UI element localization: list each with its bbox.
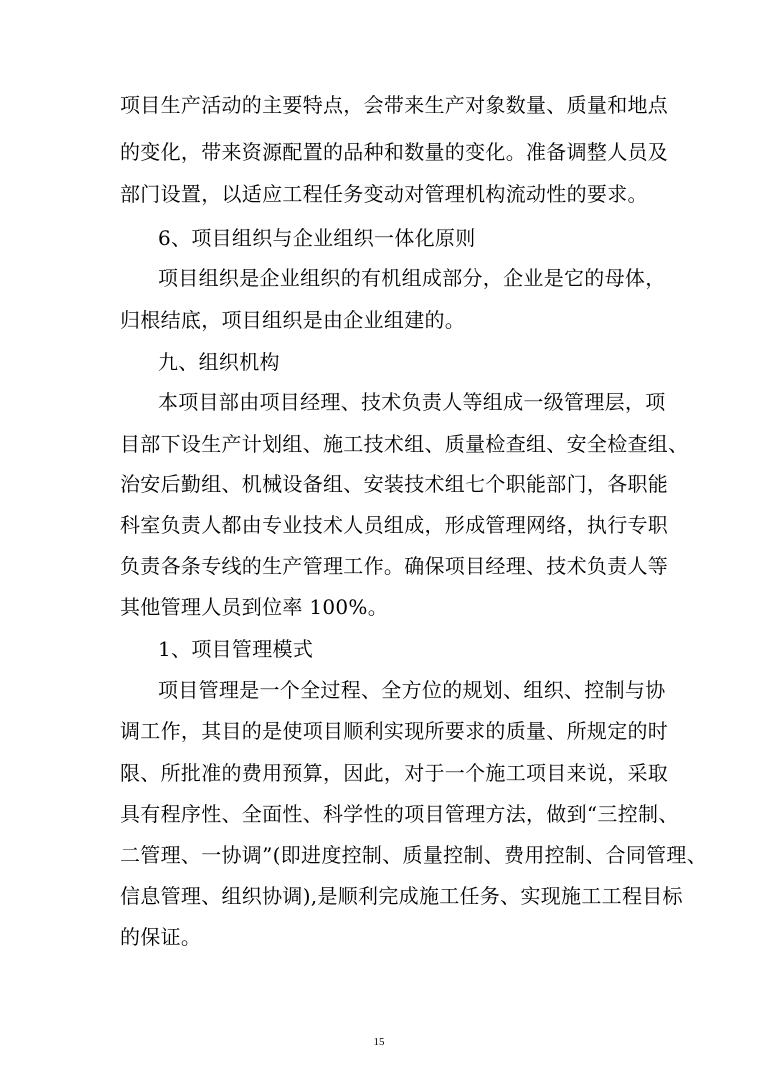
paragraph-line: 项目生产活动的主要特点，会带来生产对象数量、质量和地点	[120, 93, 669, 117]
paragraph-line: 科室负责人都由专业技术人员组成，形成管理网络，执行专职	[120, 513, 669, 537]
paragraph-line: 具有程序性、全面性、科学性的项目管理方法，做到“三控制、	[120, 802, 679, 826]
paragraph-line: 归根结底，项目组织是由企业组建的。	[120, 308, 466, 332]
paragraph-line: 部门设置，以适应工程任务变动对管理机构流动性的要求。	[120, 182, 648, 206]
paragraph-line: 的变化，带来资源配置的品种和数量的变化。准备调整人员及	[120, 140, 669, 164]
section-heading: 6、项目组织与企业组织一体化原则	[158, 226, 476, 250]
paragraph-line: 治安后勤组、机械设备组、安装技术组七个职能部门，各职能	[120, 472, 669, 496]
paragraph-line: 负责各条专线的生产管理工作。确保项目经理、技术负责人等	[120, 554, 669, 578]
paragraph-line: 的保证。	[120, 925, 202, 949]
paragraph-line: 二管理、一协调”(即进度控制、质量控制、费用控制、合同管理、	[120, 843, 708, 867]
paragraph-line: 本项目部由项目经理、技术负责人等组成一级管理层，项	[158, 390, 666, 414]
section-heading: 1、项目管理模式	[158, 637, 314, 661]
paragraph-line: 限、所批准的费用预算，因此，对于一个施工项目来说，采取	[120, 761, 669, 785]
paragraph-line: 信息管理、组织协调),是顺利完成施工任务、实现施工工程目标	[120, 884, 683, 908]
paragraph-line: 其他管理人员到位率 100%。	[120, 595, 389, 619]
section-heading: 九、组织机构	[158, 350, 280, 374]
paragraph-line: 目部下设生产计划组、施工技术组、质量检查组、安全检查组、	[120, 432, 689, 456]
paragraph-line: 调工作，其目的是使项目顺利实现所要求的质量、所规定的时	[120, 719, 669, 743]
paragraph-line: 项目组织是企业组织的有机组成部分，企业是它的母体，	[158, 266, 666, 290]
paragraph-line: 项目管理是一个全过程、全方位的规划、组织、控制与协	[158, 678, 666, 702]
page-number: 15	[373, 1036, 385, 1048]
